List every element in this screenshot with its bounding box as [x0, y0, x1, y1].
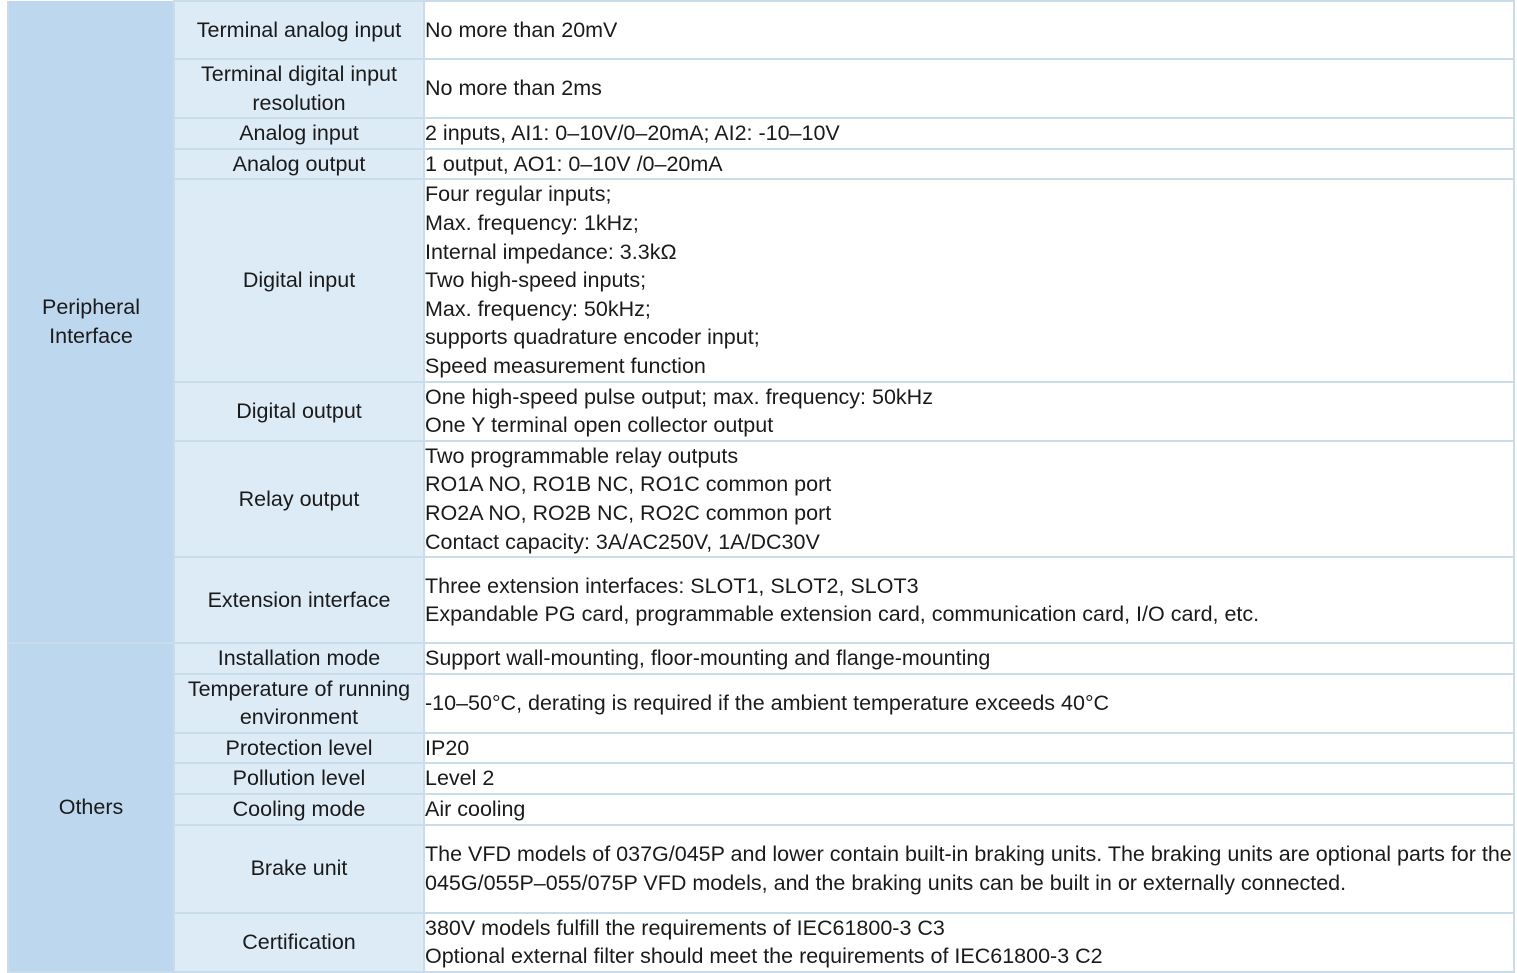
row-label: Certification — [174, 913, 424, 972]
value-line: RO1A NO, RO1B NC, RO1C common port — [425, 472, 832, 497]
table-row — [8, 441, 1514, 557]
table-row — [8, 733, 1514, 764]
value-line: supports quadrature encoder input; — [425, 325, 760, 350]
value-line: Expandable PG card, programmable extension card, communication card, I/O card, etc. — [425, 602, 1260, 627]
row-label: Temperature of running environment — [174, 674, 424, 733]
table-row — [8, 763, 1514, 794]
table-row — [8, 1, 1514, 59]
row-label: Analog input — [174, 118, 424, 149]
row-label: Protection level — [174, 733, 424, 764]
row-label: Digital input — [174, 179, 424, 381]
value-line: Level 2 — [425, 766, 495, 791]
value-line: 1 output, AO1: 0–10V /0–20mA — [425, 151, 723, 176]
row-value — [424, 1, 1514, 59]
value-line: 2 inputs, AI1: 0–10V/0–20mA; AI2: -10–10V — [425, 121, 840, 146]
value-line: No more than 2ms — [425, 76, 602, 101]
value-line: IP20 — [425, 735, 470, 760]
row-label: Relay output — [174, 441, 424, 557]
value-line: Two high-speed inputs; — [425, 268, 647, 293]
spec-table — [7, 0, 1515, 973]
value-line: RO2A NO, RO2B NC, RO2C common port — [425, 500, 832, 525]
value-line: Speed measurement function — [425, 353, 706, 378]
row-value — [424, 643, 1514, 674]
row-value — [424, 382, 1514, 441]
table-row — [8, 794, 1514, 825]
row-label: Analog output — [174, 149, 424, 180]
category-peripheral-interface — [8, 1, 174, 643]
category-label: Others — [58, 795, 124, 820]
row-label: Installation mode — [174, 643, 424, 674]
row-value — [424, 733, 1514, 764]
table-row — [8, 179, 1514, 381]
value-line: Internal impedance: 3.3kΩ — [425, 239, 677, 264]
table-row — [8, 643, 1514, 674]
value-line: Air cooling — [425, 797, 526, 822]
row-value — [424, 149, 1514, 180]
value-line: Three extension interfaces: SLOT1, SLOT2, SLOT3 — [425, 573, 919, 598]
row-label: Terminal digital input resolution — [174, 59, 424, 118]
value-line: Max. frequency: 1kHz; — [425, 210, 639, 235]
value-line: The VFD models of 037G/045P and lower contain built-in braking units. The braking units are optional parts for the 045G/055P–055/075P VFD models, and the braking units can be built in or externally connected. — [425, 842, 1512, 895]
row-value — [424, 441, 1514, 557]
row-value — [424, 913, 1514, 972]
row-value — [424, 794, 1514, 825]
value-line: 380V models fulfill the requirements of IEC61800-3 C3 — [425, 915, 945, 940]
row-value — [424, 59, 1514, 118]
row-label: Pollution level — [174, 763, 424, 794]
row-label: Extension interface — [174, 557, 424, 643]
table-row — [8, 59, 1514, 118]
value-line: Contact capacity: 3A/AC250V, 1A/DC30V — [425, 529, 820, 554]
spec-table-container — [7, 0, 1513, 969]
value-line: Four regular inputs; — [425, 182, 612, 207]
table-row — [8, 913, 1514, 972]
row-label: Terminal analog input — [174, 1, 424, 59]
row-value — [424, 557, 1514, 643]
value-line: Support wall-mounting, floor-mounting and flange-mounting — [425, 646, 991, 671]
table-row — [8, 118, 1514, 149]
row-value — [424, 763, 1514, 794]
category-others — [8, 643, 174, 972]
table-row — [8, 557, 1514, 643]
value-line: -10–50°C, derating is required if the ambient temperature exceeds 40°C — [425, 690, 1110, 715]
row-value — [424, 118, 1514, 149]
category-label: Peripheral Interface — [42, 294, 140, 348]
value-line: No more than 20mV — [425, 17, 618, 42]
value-line: Two programmable relay outputs — [425, 443, 739, 468]
row-label: Digital output — [174, 382, 424, 441]
row-label: Cooling mode — [174, 794, 424, 825]
row-value — [424, 674, 1514, 733]
row-label: Brake unit — [174, 825, 424, 913]
table-row — [8, 674, 1514, 733]
row-value — [424, 179, 1514, 381]
value-line: Max. frequency: 50kHz; — [425, 296, 651, 321]
value-line: One high-speed pulse output; max. frequency: 50kHz — [425, 384, 933, 409]
row-value — [424, 825, 1514, 913]
value-line: One Y terminal open collector output — [425, 413, 774, 438]
table-row — [8, 149, 1514, 180]
table-row — [8, 382, 1514, 441]
table-row — [8, 825, 1514, 913]
value-line: Optional external filter should meet the requirements of IEC61800-3 C2 — [425, 944, 1103, 969]
